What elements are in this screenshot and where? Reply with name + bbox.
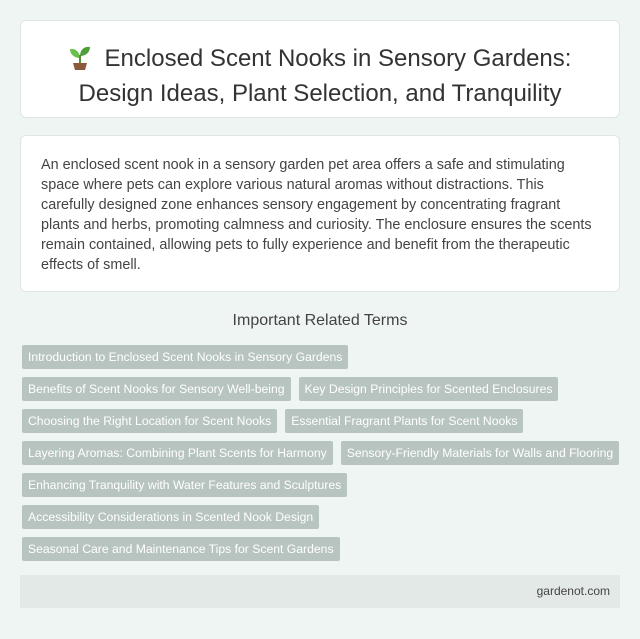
page-title-text: Enclosed Scent Nooks in Sensory Gardens: Design Ideas, Plant Selection, and Tranquility xyxy=(78,45,572,107)
related-term-tag[interactable]: Benefits of Scent Nooks for Sensory Well-being xyxy=(22,377,291,401)
related-terms-list xyxy=(22,345,622,561)
related-term-tag[interactable]: Introduction to Enclosed Scent Nooks in Sensory Gardens xyxy=(22,345,348,369)
description-card xyxy=(20,135,620,292)
footer-site-link[interactable]: gardenot.com xyxy=(536,584,610,598)
related-term-tag[interactable]: Sensory-Friendly Materials for Walls and Flooring xyxy=(341,441,619,465)
related-term-tag[interactable]: Seasonal Care and Maintenance Tips for Scent Gardens xyxy=(22,537,340,561)
related-term-tag[interactable]: Key Design Principles for Scented Enclosures xyxy=(299,377,559,401)
sprout-icon xyxy=(69,44,91,78)
description-text: An enclosed scent nook in a sensory garden pet area offers a safe and stimulating space where pets can explore various natural aromas without distractions. This carefully designed zone enhances sensory engagement by concentrating fragrant plants and herbs, promoting calmness and curiosity. The enclosure ensures the scents remain contained, allowing pets to fully experience and benefit from the therapeutic effects of smell. xyxy=(41,157,592,273)
page-title xyxy=(21,21,619,109)
related-term-tag[interactable]: Essential Fragrant Plants for Scent Nooks xyxy=(285,409,523,433)
footer xyxy=(20,575,620,608)
related-term-tag[interactable]: Layering Aromas: Combining Plant Scents for Harmony xyxy=(22,441,333,465)
related-term-tag[interactable]: Enhancing Tranquility with Water Features and Sculptures xyxy=(22,473,347,497)
related-terms-heading: Important Related Terms xyxy=(232,312,408,329)
related-term-tag[interactable]: Choosing the Right Location for Scent Nooks xyxy=(22,409,277,433)
title-card xyxy=(20,20,620,118)
related-term-tag[interactable]: Accessibility Considerations in Scented Nook Design xyxy=(22,505,319,529)
